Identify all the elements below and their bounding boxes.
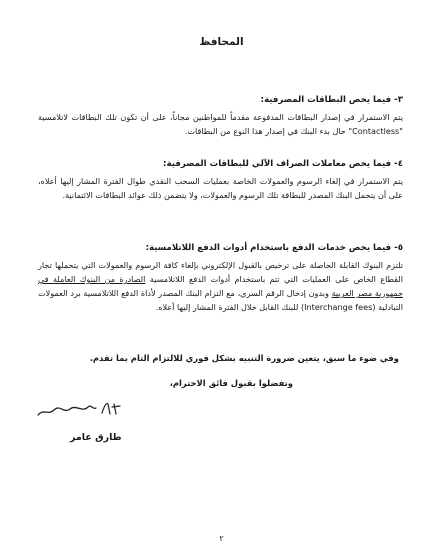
- section-heading: ٤- فيما يخص معاملات الصراف الآلي للبطاقات المصرفية:: [163, 159, 403, 169]
- signer-name: طارق عامر: [70, 432, 122, 443]
- section-atm-transactions: [38, 158, 403, 202]
- section-heading: ٣- فيما يخص البطاقات المصرفية:: [260, 95, 403, 105]
- closing-line-1: وفي ضوء ما سبق، يتعين ضرورة التنبيه بشكل فوري للالتزام التام بما تقدم.: [89, 353, 399, 363]
- section-bank-cards: [38, 94, 403, 138]
- page-title: المحافظ: [199, 36, 244, 48]
- section-text: [38, 258, 403, 314]
- section-text: يتم الاستمرار في إلغاء الرسوم والعمولات الخاصة بعمليات السحب النقدي طوال الفترة المشار إليها أعلاه، على أن يتحمل البنك المصدر للبطاقة تلك الرسوم والعمولات، ولا يتضمن ذلك عوائد البطاقات الائتمانية.: [38, 176, 403, 200]
- closing-line-2: وتفضلوا بقبول فائق الاحترام،: [169, 378, 293, 388]
- section-contactless-payments: [38, 242, 403, 314]
- section-text-underlined: الصادرة من البنوك العاملة في جمهورية مصر العربية: [38, 274, 403, 298]
- section-text-part2: وبدون إدخال الرقم السري، مع التزام البنك المصدر لأداة الدفع اللاتلامسية برد العمولات التبادلية (Interchange fees) للبنك القابل خلال الفترة المشار إليها أعلاه.: [38, 288, 403, 312]
- section-heading: ٥- فيما يخص خدمات الدفع باستخدام أدوات الدفع اللاتلامسية:: [145, 243, 403, 253]
- handwritten-signature: [36, 398, 124, 420]
- section-text-part1: تلتزم البنوك القابلة الحاصلة على ترخيص بالقبول الإلكتروني بإلغاء كافة الرسوم والعمولات التي يتحملها تجار القطاع الخاص على العمليات التي تتم باستخدام أدوات الدفع اللاتلامسية: [38, 260, 403, 284]
- page-number: ٢: [219, 534, 224, 543]
- section-text: يتم الاستمرار في إصدار البطاقات المدفوعة مقدماً للمواطنين مجاناً، على أن تكون تلك البطاقات لاتلامسية "Contactless" حال بدء البنك في إصدار هذا النوع من البطاقات.: [38, 112, 403, 136]
